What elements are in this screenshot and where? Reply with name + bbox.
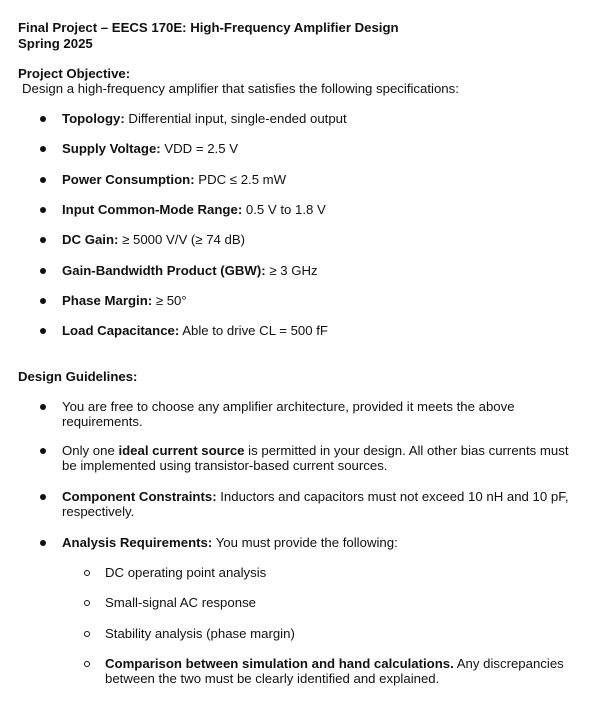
- analysis-item: Stability analysis (phase margin): [105, 626, 295, 641]
- objective-intro: Design a high-frequency amplifier that satisfies the following specifications:: [22, 81, 459, 96]
- spec-label: Power Consumption:: [62, 172, 195, 187]
- spec-item: [62, 232, 592, 247]
- bullet-icon: [40, 444, 48, 460]
- spec-value: PDC ≤ 2.5 mW: [198, 172, 287, 187]
- guideline-item: [62, 443, 582, 473]
- spec-label: Input Common-Mode Range:: [62, 202, 243, 217]
- guideline-text: is permitted in your design. All other bias currents must be implemented using transistor-based current sources.: [62, 443, 569, 473]
- spec-value: 0.5 V to 1.8 V: [245, 202, 326, 217]
- bullet-icon: [40, 112, 48, 128]
- objective-heading: Project Objective:: [18, 66, 131, 81]
- spec-item: [62, 263, 592, 278]
- analysis-item: Small-signal AC response: [105, 595, 256, 610]
- spec-value: Able to drive CL = 500 fF: [182, 323, 328, 338]
- bullet-icon: [40, 294, 48, 310]
- bullet-icon: [40, 173, 48, 189]
- guideline-item: [62, 489, 582, 519]
- bullet-icon: [40, 536, 48, 552]
- analysis-text: Any discrepancies between the two must be clearly identified and explained.: [105, 656, 564, 686]
- spec-value: Differential input, single-ended output: [128, 111, 347, 126]
- hollow-bullet-icon: [84, 657, 92, 673]
- guideline-text: Inductors and capacitors must not exceed 10 nH and 10 pF, respectively.: [62, 489, 569, 519]
- guidelines-heading: Design Guidelines:: [18, 369, 138, 384]
- hollow-bullet-icon: [84, 566, 92, 582]
- spec-item: [62, 323, 592, 338]
- document-title: [18, 20, 399, 52]
- bullet-icon: [40, 203, 48, 219]
- spec-label: Load Capacitance:: [62, 323, 180, 338]
- bullet-icon: [40, 400, 48, 416]
- bullet-icon: [40, 264, 48, 280]
- bullet-icon: [40, 490, 48, 506]
- spec-value: ≥ 5000 V/V (≥ 74 dB): [122, 232, 246, 247]
- analysis-item: [105, 656, 575, 686]
- spec-item: [62, 202, 592, 217]
- analysis-label: Comparison between simulation and hand calculations.: [105, 656, 454, 671]
- guideline-text: Only one: [62, 443, 119, 458]
- spec-value: ≥ 50°: [155, 293, 187, 308]
- spec-value: VDD = 2.5 V: [164, 141, 239, 156]
- guideline-emphasis: ideal current source: [118, 443, 245, 458]
- guideline-label: Component Constraints:: [62, 489, 217, 504]
- spec-item: [62, 293, 592, 308]
- hollow-bullet-icon: [84, 627, 92, 643]
- guideline-item: You are free to choose any amplifier architecture, provided it meets the above requirements.: [62, 399, 515, 429]
- title-line-1: Final Project – EECS 170E: High-Frequency Amplifier Design: [18, 20, 399, 35]
- bullet-icon: [40, 324, 48, 340]
- spec-label: Gain-Bandwidth Product (GBW):: [62, 263, 266, 278]
- spec-label: Topology:: [62, 111, 125, 126]
- hollow-bullet-icon: [84, 596, 92, 612]
- analysis-item: DC operating point analysis: [105, 565, 267, 580]
- guideline-item: [62, 535, 592, 550]
- spec-value: ≥ 3 GHz: [269, 263, 318, 278]
- guideline-text: You must provide the following:: [215, 535, 398, 550]
- spec-label: DC Gain:: [62, 232, 119, 247]
- bullet-icon: [40, 142, 48, 158]
- spec-label: Supply Voltage:: [62, 141, 161, 156]
- spec-label: Phase Margin:: [62, 293, 153, 308]
- spec-item: [62, 172, 592, 187]
- title-line-2: Spring 2025: [18, 36, 93, 51]
- bullet-icon: [40, 233, 48, 249]
- spec-item: [62, 111, 592, 126]
- guideline-label: Analysis Requirements:: [62, 535, 213, 550]
- spec-item: [62, 141, 592, 156]
